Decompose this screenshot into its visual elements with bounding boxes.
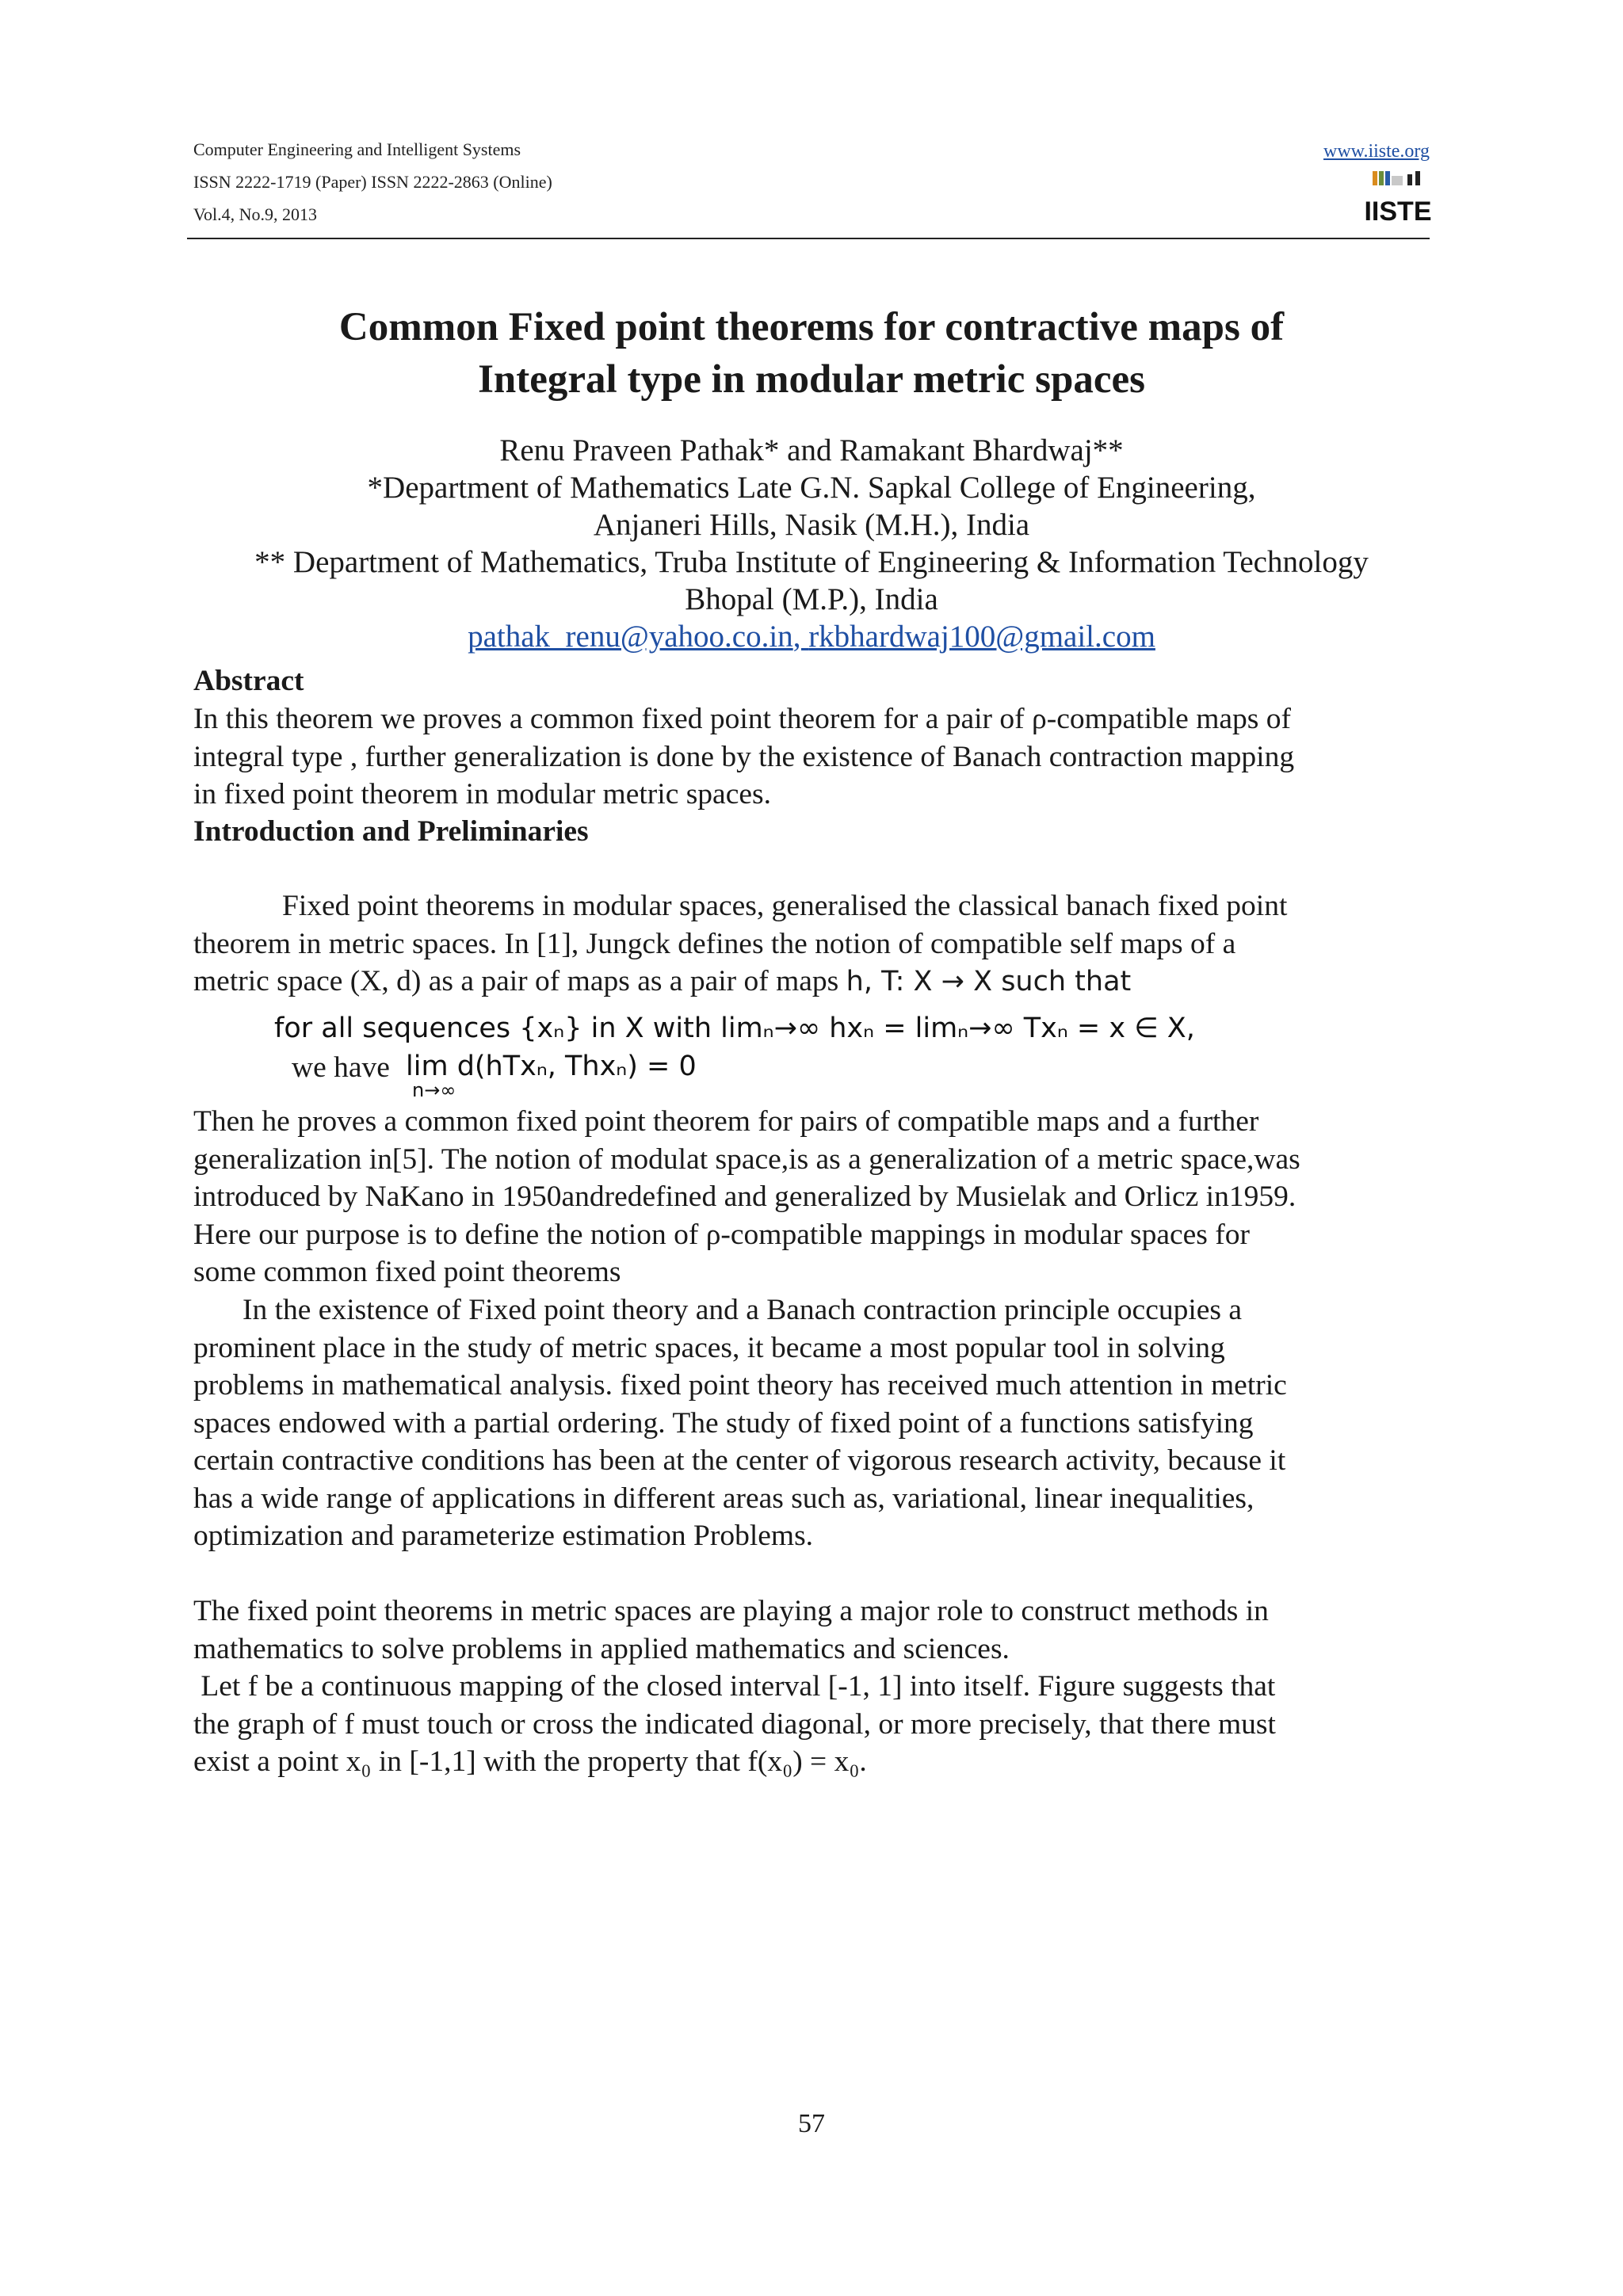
- limit-subscript: n→∞: [412, 1079, 456, 1101]
- email-link-2[interactable]: rkbhardwaj100@gmail.com: [808, 620, 1155, 654]
- math-limit-line: [406, 1051, 697, 1101]
- email-link-1[interactable]: pathak_renu@yahoo.co.in: [468, 620, 793, 654]
- paragraph-line: some common fixed point theorems: [193, 1256, 621, 1288]
- logo-text: IISTE: [1364, 196, 1432, 227]
- affiliation-2-line-1: ** Department of Mathematics, Truba Institute of Engineering & Information Technology: [254, 545, 1369, 579]
- paragraph-line: the graph of f must touch or cross the indicated diagonal, or more precisely, that there must: [193, 1707, 1276, 1741]
- volume-line: Vol.4, No.9, 2013: [193, 204, 318, 224]
- intro-heading: Introduction and Preliminaries: [193, 815, 589, 848]
- affiliation-1-line-2: Anjaneri Hills, Nasik (M.H.), India: [593, 508, 1030, 542]
- affiliation-1-line-1: *Department of Mathematics Late G.N. Sapkal College of Engineering,: [367, 471, 1256, 505]
- paragraph-line: [193, 963, 1438, 1001]
- math-condition-line: for all sequences {xₙ} in X with limₙ→∞ hxₙ = limₙ→∞ Txₙ = x ∈ X,: [274, 1013, 1195, 1044]
- paragraph-line: introduced by NaKano in 1950andredefined and generalized by Musielak and Orlicz in1959.: [193, 1180, 1296, 1213]
- paragraph-line: Here our purpose is to define the notion of ρ-compatible mappings in modular spaces for: [193, 1218, 1250, 1251]
- iiste-logo-icon: [1364, 170, 1432, 228]
- paragraph-line-text: metric space (X, d) as a pair of maps as a pair of maps: [193, 965, 839, 997]
- paragraph-line: has a wide range of applications in different areas such as, variational, linear inequalities,: [193, 1482, 1254, 1515]
- title-line-1: Common Fixed point theorems for contractive maps of: [338, 305, 1285, 349]
- email-separator: ,: [792, 620, 809, 654]
- author-emails: [0, 619, 1623, 654]
- journal-name: Computer Engineering and Intelligent Systems: [193, 139, 521, 159]
- author-names: Renu Praveen Pathak* and Ramakant Bhardwaj**: [499, 433, 1124, 467]
- paragraph-line: Then he proves a common fixed point theorem for pairs of compatible maps and a further: [193, 1105, 1259, 1138]
- abstract-line: In this theorem we proves a common fixed point theorem for a pair of ρ-compatible maps of: [193, 703, 1291, 735]
- header-divider: [187, 238, 1430, 239]
- limit-expression: d(hTxₙ, Thxₙ) = 0: [456, 1051, 697, 1082]
- paragraph-line: certain contractive conditions has been at the center of vigorous research activity, because it: [193, 1444, 1286, 1477]
- paragraph-line: problems in mathematical analysis. fixed point theory has received much attention in metric: [193, 1369, 1287, 1402]
- intro-paragraph-4: [193, 1592, 1438, 1781]
- inline-math: h, T: X → X such that: [846, 966, 1132, 997]
- abstract-line: integral type , further generalization is done by the existence of Banach contraction mapping: [193, 740, 1295, 773]
- abstract-heading: Abstract: [193, 665, 304, 697]
- paragraph-line: optimization and parameterize estimation Problems.: [193, 1520, 814, 1552]
- website-link[interactable]: www.iiste.org: [1323, 141, 1430, 162]
- title-line-2: Integral type in modular metric spaces: [478, 357, 1145, 402]
- issn-line: ISSN 2222-1719 (Paper) ISSN 2222-2863 (Online): [193, 172, 552, 192]
- intro-paragraph-2: [193, 1103, 1438, 1291]
- abstract-line: in fixed point theorem in modular metric spaces.: [193, 778, 771, 810]
- intro-paragraph-3: [193, 1291, 1438, 1555]
- limit-symbol: lim: [406, 1051, 449, 1082]
- paragraph-line: spaces endowed with a partial ordering. The study of fixed point of a functions satisfying: [193, 1406, 1254, 1440]
- paper-title: [0, 301, 1623, 406]
- limit-operator: [406, 1051, 456, 1101]
- paragraph-line: exist a point x₀ in [-1,1] with the property that f(x₀) = x₀.: [193, 1745, 867, 1778]
- paragraph-line: The fixed point theorems in metric spaces are playing a major role to construct methods in: [193, 1595, 1269, 1627]
- paragraph-line: In the existence of Fixed point theory and a Banach contraction principle occupies a: [242, 1294, 1243, 1326]
- paragraph-line: generalization in[5]. The notion of modulat space,is as a generalization of a metric space,was: [193, 1142, 1300, 1176]
- paragraph-line: Fixed point theorems in modular spaces, generalised the classical banach fixed point: [282, 890, 1288, 922]
- abstract-body: [193, 700, 1438, 814]
- page-number: 57: [798, 2109, 825, 2138]
- we-have-label: we have: [292, 1051, 390, 1084]
- paragraph-line: prominent place in the study of metric spaces, it became a most popular tool in solving: [193, 1331, 1225, 1364]
- paragraph-line: mathematics to solve problems in applied mathematics and sciences.: [193, 1632, 1010, 1665]
- paragraph-line: theorem in metric spaces. In [1], Jungck defines the notion of compatible self maps of a: [193, 927, 1236, 960]
- affiliation-2-line-2: Bhopal (M.P.), India: [685, 582, 938, 616]
- paragraph-line: Let f be a continuous mapping of the closed interval [-1, 1] into itself. Figure suggests that: [193, 1670, 1276, 1703]
- intro-paragraph-1: [193, 887, 1438, 1001]
